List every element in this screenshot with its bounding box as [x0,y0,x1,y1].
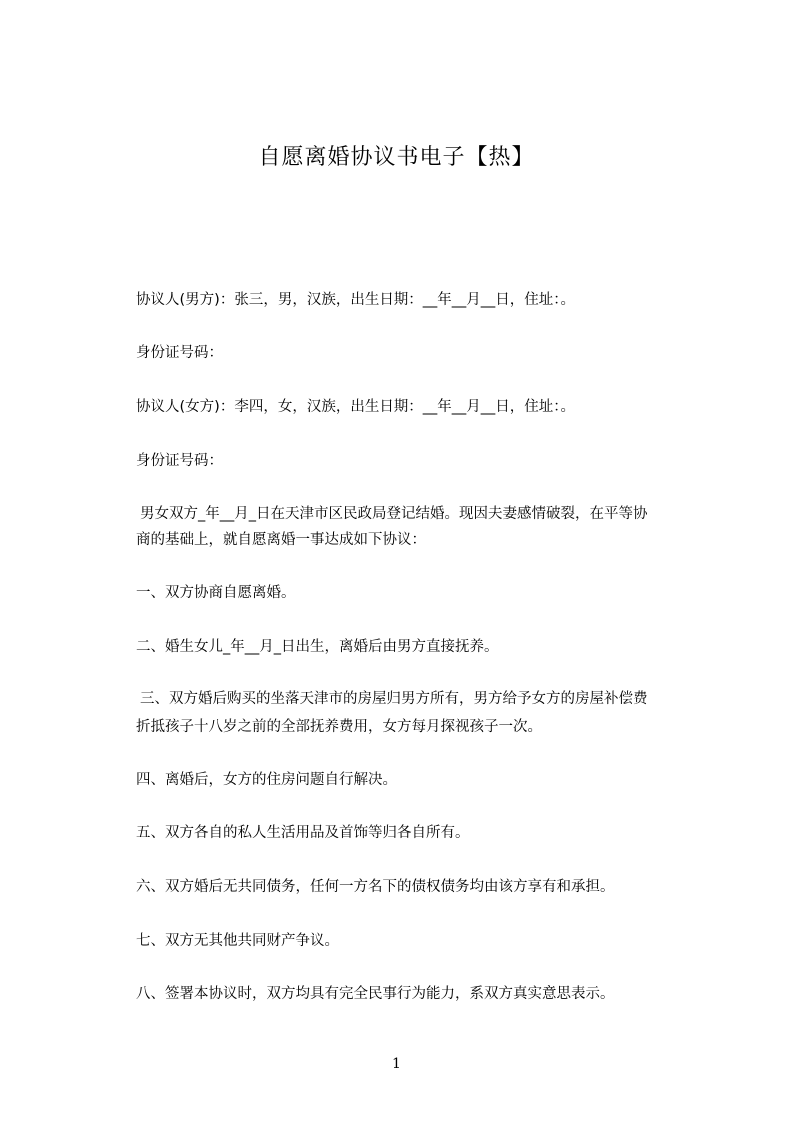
clause-3-line-1: 三、双方婚后购买的坐落天津市的房屋归男方所有，男方给予女方的房屋补偿费 [140,691,648,707]
clause-5: 五、双方各自的私人生活用品及首饰等归各自所有。 [136,825,470,841]
page-number: 1 [392,1056,401,1072]
clause-4: 四、离婚后，女方的住房问题自行解决。 [136,772,397,788]
paragraph-female-party: 协议人(女方)：李四，女，汉族，出生日期：__年__月__日，住址：。 [136,399,576,415]
paragraph-male-id: 身份证号码： [136,345,223,361]
clause-1: 一、双方协商自愿离婚。 [136,585,296,601]
paragraph-female-id: 身份证号码： [136,453,223,469]
paragraph-male-party: 协议人(男方)：张三，男，汉族，出生日期：__年__月__日，住址：。 [136,292,576,308]
paragraph-intro-line-1: 男女双方_年__月_日在天津市区民政局登记结婚。现因夫妻感情破裂，在平等协 [140,506,648,522]
paragraph-intro-line-2: 商的基础上，就自愿离婚一事达成如下协议： [136,532,426,548]
clause-6: 六、双方婚后无共同债务，任何一方名下的债权债务均由该方享有和承担。 [136,879,615,895]
clause-2: 二、婚生女儿_年__月_日出生，离婚后由男方直接抚养。 [136,639,499,655]
clause-8: 八、签署本协议时，双方均具有完全民事行为能力，系双方真实意思表示。 [136,986,615,1002]
clause-7: 七、双方无其他共同财产争议。 [136,933,339,949]
clause-3-line-2: 折抵孩子十八岁之前的全部抚养费用，女方每月探视孩子一次。 [136,719,542,735]
document-title: 自愿离婚协议书电子【热】 [258,145,535,170]
